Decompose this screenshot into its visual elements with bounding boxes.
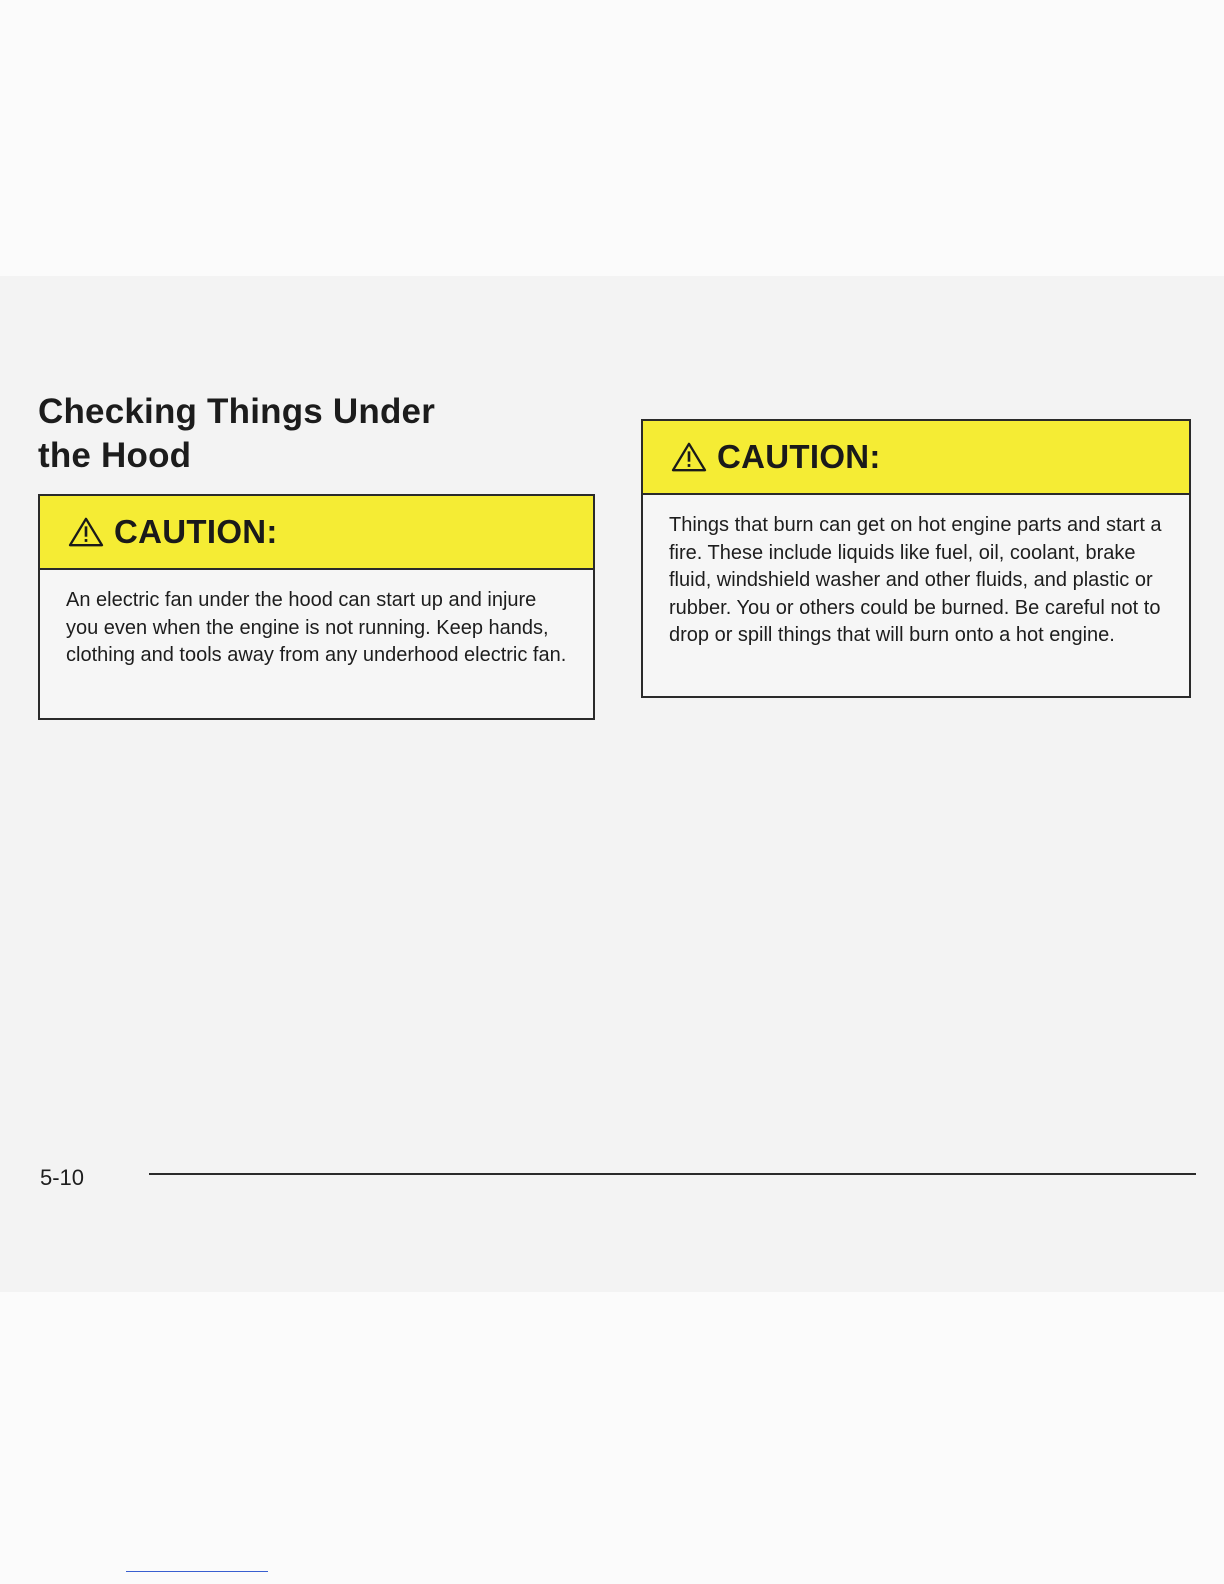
caution-header <box>643 421 1189 495</box>
caution-text <box>40 570 593 670</box>
section-title-line-2: the Hood <box>38 436 192 475</box>
section-title-line-1: Checking Things Under <box>38 392 436 431</box>
caution-label: CAUTION: <box>114 513 278 550</box>
bottom-link-underline <box>126 1571 268 1572</box>
caution-paragraph: An electric fan under the hood can start up and injure you even when the engine is not running. Keep hands, clothing and tools away from any underhood electric fan. <box>66 589 567 666</box>
caution-paragraph: Things that burn can get on hot engine parts and start a fire. These include liquids like fuel, oil, coolant, brake fluid, windshield washer and other fluids, and plastic or rubber. You or others could be burned. Be careful not to drop or spill things that will burn onto a hot engine. <box>669 514 1162 646</box>
footer-divider <box>149 1173 1196 1175</box>
section-title <box>38 390 435 478</box>
caution-text <box>643 495 1189 650</box>
caution-label: CAUTION: <box>717 438 881 475</box>
page-number: 5-10 <box>40 1165 85 1190</box>
caution-box-fire-hazard <box>641 419 1191 698</box>
caution-box-electric-fan <box>38 494 595 720</box>
warning-triangle-icon <box>669 441 709 473</box>
caution-header <box>40 496 593 570</box>
warning-triangle-icon <box>66 516 106 548</box>
